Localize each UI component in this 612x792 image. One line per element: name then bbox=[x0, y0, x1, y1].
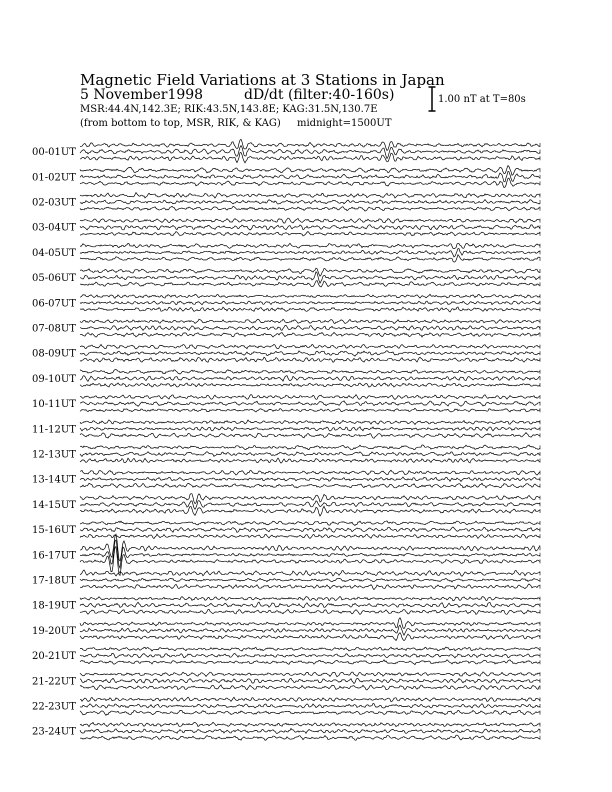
hour-label: 10-11UT bbox=[32, 399, 76, 411]
hour-label: 15-16UT bbox=[32, 525, 76, 537]
trace-msr bbox=[80, 506, 540, 516]
hour-label: 04-05UT bbox=[32, 247, 76, 259]
hour-label: 00-01UT bbox=[32, 147, 76, 159]
trace-rik bbox=[80, 401, 540, 407]
trace-msr bbox=[80, 633, 540, 641]
trace-kag bbox=[80, 672, 540, 677]
trace-kag bbox=[80, 370, 540, 375]
trace-msr bbox=[80, 483, 540, 488]
trace-msr bbox=[80, 660, 540, 665]
scale-bar-icon bbox=[428, 86, 436, 112]
hour-label: 20-21UT bbox=[32, 651, 76, 663]
trace-rik bbox=[80, 527, 540, 532]
trace-kag bbox=[80, 722, 540, 726]
trace-msr bbox=[80, 735, 540, 740]
trace-kag bbox=[80, 597, 540, 601]
trace-msr bbox=[80, 584, 540, 590]
trace-kag bbox=[80, 243, 540, 248]
trace-msr bbox=[80, 534, 540, 538]
trace-kag bbox=[80, 570, 540, 576]
trace-kag bbox=[80, 647, 540, 651]
hour-label: 17-18UT bbox=[32, 575, 76, 587]
hour-label: 18-19UT bbox=[32, 600, 76, 612]
hour-label: 12-13UT bbox=[32, 449, 76, 461]
hour-label: 13-14UT bbox=[32, 474, 76, 486]
trace-rik bbox=[80, 200, 540, 205]
trace-rik bbox=[80, 376, 540, 382]
trace-msr bbox=[80, 332, 540, 337]
trace-msr bbox=[80, 153, 540, 163]
trace-kag bbox=[80, 166, 540, 176]
trace-kag bbox=[80, 534, 540, 560]
hour-label: 22-23UT bbox=[32, 701, 76, 713]
hour-label: 02-03UT bbox=[32, 197, 76, 209]
trace-msr bbox=[80, 232, 540, 236]
hour-label: 05-06UT bbox=[32, 273, 76, 285]
trace-rik bbox=[80, 477, 540, 482]
trace-msr bbox=[80, 458, 540, 463]
trace-msr bbox=[80, 408, 540, 412]
trace-rik bbox=[80, 146, 540, 159]
trace-kag bbox=[80, 218, 540, 223]
trace-kag bbox=[80, 294, 540, 298]
hour-label: 19-20UT bbox=[32, 625, 76, 637]
trace-kag bbox=[80, 445, 540, 450]
chart-title: Magnetic Field Variations at 3 Stations in Japan bbox=[80, 71, 445, 89]
trace-kag bbox=[80, 319, 540, 323]
trace-rik bbox=[80, 501, 540, 510]
trace-msr bbox=[80, 433, 540, 439]
trace-kag bbox=[80, 395, 540, 400]
trace-rik bbox=[80, 704, 540, 709]
trace-rik bbox=[80, 540, 540, 568]
station-order-note: (from bottom to top, MSR, RIK, & KAG) bbox=[80, 118, 281, 129]
trace-msr bbox=[80, 547, 540, 576]
scale-label: 1.00 nT at T=80s bbox=[438, 94, 526, 105]
hour-label: 07-08UT bbox=[32, 323, 76, 335]
hour-label: 01-02UT bbox=[32, 172, 76, 184]
trace-kag bbox=[80, 494, 540, 504]
trace-msr bbox=[80, 383, 540, 387]
trace-rik bbox=[80, 351, 540, 356]
hour-label: 21-22UT bbox=[32, 676, 76, 688]
trace-kag bbox=[80, 193, 540, 199]
filter-label: dD/dt (filter:40-160s) bbox=[244, 87, 395, 103]
hour-label: 09-10UT bbox=[32, 373, 76, 385]
trace-rik bbox=[80, 728, 540, 733]
trace-rik bbox=[80, 678, 540, 683]
hour-label: 23-24UT bbox=[32, 726, 76, 738]
trace-msr bbox=[80, 307, 540, 312]
trace-msr bbox=[80, 206, 540, 211]
trace-rik bbox=[80, 653, 540, 658]
hour-label: 11-12UT bbox=[32, 424, 76, 436]
trace-kag bbox=[80, 268, 540, 276]
station-coordinates: MSR:44.4N,142.3E; RIK:43.5N,143.8E; KAG:31.5N,130.7E bbox=[80, 104, 378, 115]
trace-rik bbox=[80, 301, 540, 305]
trace-kag bbox=[80, 521, 540, 526]
trace-msr bbox=[80, 178, 540, 187]
trace-rik bbox=[80, 225, 540, 230]
trace-msr bbox=[80, 357, 540, 362]
trace-rik bbox=[80, 171, 540, 181]
trace-rik bbox=[80, 427, 540, 431]
trace-rik bbox=[80, 452, 540, 457]
trace-rik bbox=[80, 602, 540, 608]
trace-rik bbox=[80, 578, 540, 582]
hour-label: 06-07UT bbox=[32, 298, 76, 310]
hour-label: 16-17UT bbox=[32, 550, 76, 562]
trace-rik bbox=[80, 325, 540, 330]
trace-rik bbox=[80, 272, 540, 283]
trace-msr bbox=[80, 255, 540, 262]
trace-rik bbox=[80, 625, 540, 635]
date-label: 5 November1998 bbox=[80, 87, 204, 103]
trace-msr bbox=[80, 685, 540, 690]
trace-msr bbox=[80, 609, 540, 614]
trace-kag bbox=[80, 420, 540, 425]
trace-kag bbox=[80, 697, 540, 702]
hour-label: 03-04UT bbox=[32, 222, 76, 234]
trace-msr bbox=[80, 710, 540, 715]
hour-label: 14-15UT bbox=[32, 499, 76, 511]
trace-rik bbox=[80, 249, 540, 257]
trace-kag bbox=[80, 470, 540, 475]
trace-kag bbox=[80, 139, 540, 150]
hour-label: 08-09UT bbox=[32, 348, 76, 360]
trace-kag bbox=[80, 344, 540, 349]
trace-kag bbox=[80, 618, 540, 629]
trace-msr bbox=[80, 281, 540, 287]
midnight-note: midnight=1500UT bbox=[297, 118, 392, 129]
